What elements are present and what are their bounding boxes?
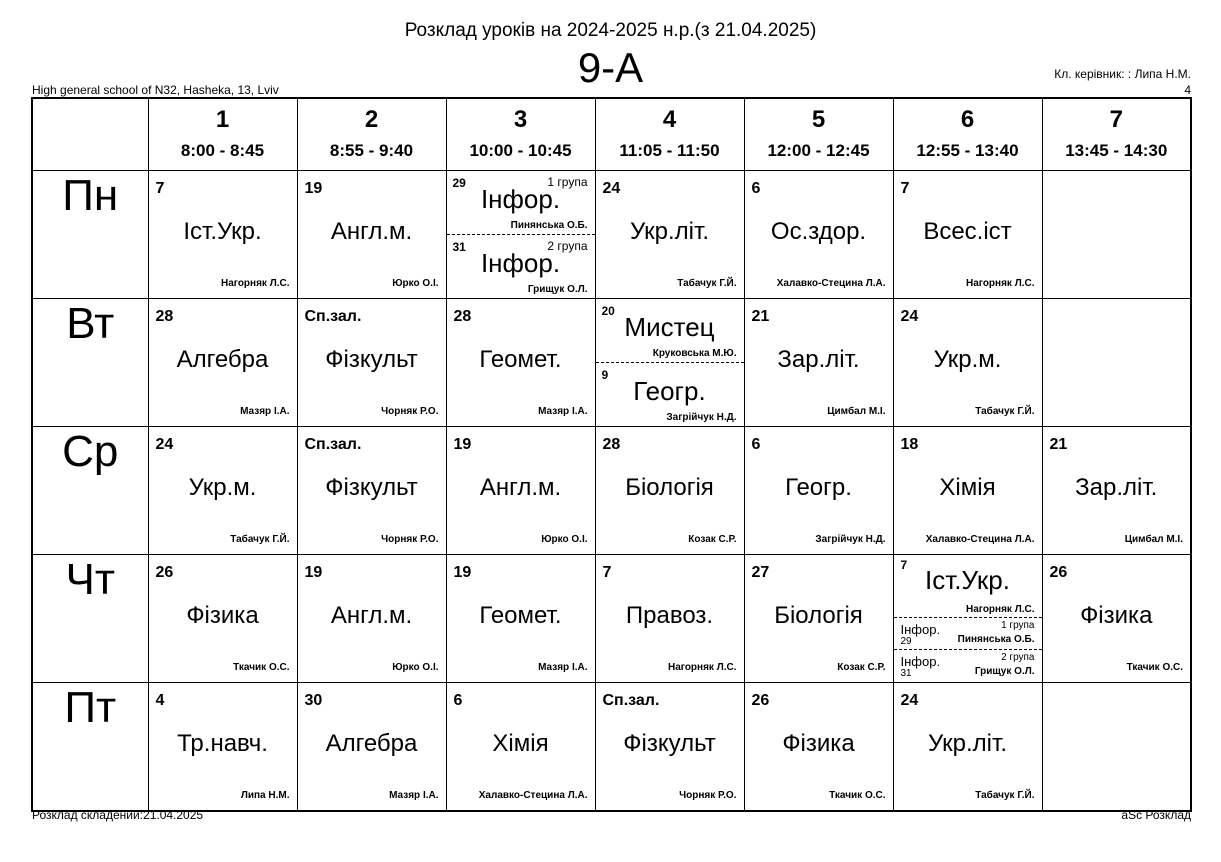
lesson-subject: Укр.літ.	[927, 729, 1008, 757]
lesson-room: Сп.зал.	[304, 435, 362, 453]
period-time: 12:00 - 12:45	[767, 141, 870, 160]
empty-cell	[1042, 682, 1191, 811]
empty-cell	[1042, 170, 1191, 298]
lesson-teacher: Загрійчук Н.Д.	[666, 411, 737, 423]
lesson-subject: Хімія	[492, 729, 549, 757]
lesson-cell	[893, 554, 1042, 682]
lesson-cell	[148, 682, 297, 811]
lesson-subject: Укр.літ.	[629, 217, 710, 245]
class-name: 9-А	[577, 44, 644, 91]
main-lesson	[894, 555, 1042, 618]
lesson-cell	[595, 298, 744, 426]
lesson-cell	[297, 554, 446, 682]
day-row	[32, 554, 1191, 682]
period-time: 13:45 - 14:30	[1065, 141, 1168, 160]
period-header-2	[297, 98, 446, 170]
period-time: 12:55 - 13:40	[916, 141, 1019, 160]
lesson-subject: Іст.Укр.	[183, 217, 262, 245]
lesson-subject: Англ.м.	[330, 217, 413, 245]
lesson-cell	[744, 298, 893, 426]
lesson-teacher: Табачук Г.Й.	[230, 533, 290, 545]
lesson-teacher: Нагорняк Л.С.	[966, 277, 1035, 289]
period-number: 2	[364, 106, 379, 133]
lesson-group: 1 група	[1001, 619, 1035, 631]
lesson-room: 7	[900, 179, 910, 197]
lesson-subject: Алгебра	[176, 345, 269, 373]
lesson-teacher: Нагорняк Л.С.	[221, 277, 290, 289]
lesson-subject: Інфор.	[900, 653, 941, 669]
lesson-subject: Фізика	[782, 729, 855, 757]
lesson-room: 6	[453, 691, 463, 709]
lesson-subject: Укр.м.	[933, 345, 1002, 373]
lesson-subject: Мистец	[624, 311, 715, 342]
lesson-subject: Англ.м.	[479, 473, 562, 501]
period-header-6	[893, 98, 1042, 170]
lesson-subject: Фізика	[1080, 601, 1153, 629]
lesson-subject: Геомет.	[479, 601, 562, 629]
school-name: High general school of N32, Hasheka, 13, Lviv	[32, 83, 279, 97]
lesson-subject: Геогр.	[633, 375, 706, 406]
lesson-cell	[446, 554, 595, 682]
lesson-teacher: Грищук О.Л.	[527, 283, 588, 295]
lesson-teacher: Ткачик О.С.	[1126, 661, 1183, 673]
lesson-room: 20	[601, 303, 615, 318]
lesson-room: 28	[453, 307, 472, 325]
lesson-room: 21	[1049, 435, 1068, 453]
lesson-cell	[446, 426, 595, 554]
lesson-subject: Правоз.	[625, 601, 714, 629]
footer-created-date: Розклад складений:21.04.2025	[32, 808, 204, 822]
lesson-teacher: Пинянська О.Б.	[957, 633, 1035, 645]
lesson-teacher: Табачук Г.Й.	[975, 789, 1035, 801]
lesson-cell	[148, 426, 297, 554]
lesson-subject: Фізкульт	[325, 345, 418, 373]
lesson-room: 27	[751, 563, 770, 581]
period-number: 5	[811, 106, 826, 133]
lesson-teacher: Ткачик О.С.	[233, 661, 290, 673]
lesson-room: 30	[304, 691, 323, 709]
lesson-teacher: Халавко-Стецина Л.А.	[478, 789, 588, 801]
lesson-room: 19	[453, 435, 472, 453]
lesson-subject: Англ.м.	[330, 601, 413, 629]
day-label: Вт	[32, 298, 148, 426]
lesson-cell	[446, 298, 595, 426]
lesson-teacher: Табачук Г.Й.	[975, 405, 1035, 417]
group-lesson	[596, 299, 744, 363]
lesson-subject: Геогр.	[785, 473, 852, 501]
schedule-title: Розклад уроків на 2024-2025 н.р.(з 21.04.2025)	[404, 20, 817, 41]
lesson-cell	[595, 426, 744, 554]
period-header-row	[32, 98, 1191, 170]
lesson-subject: Алгебра	[325, 729, 418, 757]
group-lesson	[447, 235, 595, 298]
period-time: 8:55 - 9:40	[329, 141, 414, 160]
lesson-teacher: Мазяр І.А.	[389, 789, 439, 801]
lesson-cell	[1042, 426, 1191, 554]
lesson-subject: Зар.літ.	[777, 345, 860, 373]
day-label: Пн	[32, 170, 148, 298]
period-header-7	[1042, 98, 1191, 170]
lesson-subject: Фізкульт	[623, 729, 716, 757]
lesson-teacher: Юрко О.І.	[392, 277, 439, 289]
lesson-room: 9	[601, 367, 609, 382]
lesson-teacher: Мазяр І.А.	[538, 661, 588, 673]
lesson-subject: Тр.навч.	[177, 729, 268, 757]
corner-cell	[32, 98, 148, 170]
lesson-cell	[595, 170, 744, 298]
lesson-room: 24	[602, 179, 621, 197]
day-row	[32, 426, 1191, 554]
lesson-group: 2 група	[547, 238, 588, 253]
empty-cell	[1042, 298, 1191, 426]
page-number: 4	[1184, 83, 1191, 97]
lesson-room: 4	[155, 691, 165, 709]
lesson-room: 31	[900, 667, 912, 679]
lesson-teacher: Пинянська О.Б.	[510, 219, 588, 231]
lesson-subject: Інфор.	[480, 183, 561, 214]
lesson-cell	[148, 170, 297, 298]
period-header-3	[446, 98, 595, 170]
lesson-room: 26	[1049, 563, 1068, 581]
day-label: Чт	[32, 554, 148, 682]
lesson-room: 21	[751, 307, 770, 325]
lesson-teacher: Чорняк Р.О.	[679, 789, 737, 801]
lesson-room: 26	[155, 563, 174, 581]
lesson-cell	[744, 170, 893, 298]
lesson-teacher: Грищук О.Л.	[974, 665, 1035, 677]
lesson-room: 6	[751, 179, 761, 197]
lesson-cell	[446, 170, 595, 298]
lesson-teacher: Чорняк Р.О.	[381, 533, 439, 545]
day-row	[32, 682, 1191, 811]
lesson-subject: Укр.м.	[188, 473, 257, 501]
lesson-room: 28	[155, 307, 174, 325]
lesson-teacher: Загрійчук Н.Д.	[815, 533, 886, 545]
lesson-group: 1 група	[547, 174, 588, 189]
lesson-teacher: Нагорняк Л.С.	[966, 603, 1035, 615]
lesson-subject: Зар.літ.	[1075, 473, 1158, 501]
period-number: 7	[1109, 106, 1123, 133]
lesson-teacher: Круковська М.Ю.	[652, 347, 737, 359]
lesson-room: 19	[304, 179, 323, 197]
lesson-room: 24	[900, 691, 919, 709]
lesson-teacher: Козак С.Р.	[688, 533, 737, 545]
group-lesson	[894, 618, 1042, 650]
period-number: 3	[513, 106, 528, 133]
lesson-teacher: Халавко-Стецина Л.А.	[776, 277, 886, 289]
lesson-subject: Геомет.	[479, 345, 562, 373]
lesson-cell	[297, 426, 446, 554]
lesson-cell	[446, 682, 595, 811]
lesson-teacher: Мазяр І.А.	[538, 405, 588, 417]
lesson-room: 7	[602, 563, 612, 581]
lesson-cell	[297, 682, 446, 811]
lesson-room: Сп.зал.	[602, 691, 660, 709]
period-time: 8:00 - 8:45	[180, 141, 265, 160]
lesson-teacher: Цимбал М.І.	[1124, 533, 1183, 545]
lesson-cell	[148, 298, 297, 426]
lesson-cell	[1042, 554, 1191, 682]
lesson-room: 24	[155, 435, 174, 453]
lesson-teacher: Козак С.Р.	[837, 661, 886, 673]
lesson-room: 7	[900, 557, 908, 572]
lesson-room: 19	[304, 563, 323, 581]
period-number: 6	[960, 106, 975, 133]
lesson-cell	[893, 298, 1042, 426]
lesson-cell	[893, 170, 1042, 298]
lesson-group: 2 група	[1001, 651, 1035, 663]
lesson-teacher: Юрко О.І.	[541, 533, 588, 545]
period-number: 1	[215, 106, 230, 133]
lesson-teacher: Чорняк Р.О.	[381, 405, 439, 417]
lesson-cell	[595, 682, 744, 811]
footer-software: aSc Розклад	[1121, 808, 1191, 822]
lesson-teacher: Юрко О.І.	[392, 661, 439, 673]
lesson-cell	[744, 554, 893, 682]
lesson-subject: Біологія	[625, 473, 714, 501]
lesson-room: 19	[453, 563, 472, 581]
group-lesson	[447, 171, 595, 235]
lesson-subject: Інфор.	[480, 247, 561, 278]
lesson-cell	[893, 426, 1042, 554]
period-time: 11:05 - 11:50	[619, 141, 720, 160]
lesson-teacher: Липа Н.М.	[240, 789, 290, 801]
lesson-room: 29	[452, 175, 466, 190]
lesson-room: 7	[155, 179, 165, 197]
lesson-room: 29	[900, 635, 912, 647]
group-lesson	[596, 363, 744, 426]
lesson-room: 24	[900, 307, 919, 325]
lesson-room: 31	[452, 239, 466, 254]
period-time: 10:00 - 10:45	[469, 141, 572, 160]
lesson-subject: Хімія	[939, 473, 996, 501]
lesson-room: 26	[751, 691, 770, 709]
period-number: 4	[662, 106, 677, 133]
lesson-teacher: Табачук Г.Й.	[677, 277, 737, 289]
lesson-room: 18	[900, 435, 919, 453]
day-label: Ср	[32, 426, 148, 554]
lesson-subject: Інфор.	[900, 621, 941, 637]
lesson-teacher: Халавко-Стецина Л.А.	[925, 533, 1035, 545]
lesson-teacher: Ткачик О.С.	[829, 789, 886, 801]
period-header-4	[595, 98, 744, 170]
day-row	[32, 298, 1191, 426]
lesson-subject: Фізкульт	[325, 473, 418, 501]
lesson-cell	[893, 682, 1042, 811]
lesson-cell	[148, 554, 297, 682]
lesson-subject: Всес.іст	[923, 217, 1012, 245]
lesson-subject: Іст.Укр.	[925, 564, 1010, 595]
class-teacher: Кл. керівник: : Липа Н.М.	[1054, 67, 1191, 81]
lesson-cell	[297, 298, 446, 426]
day-label: Пт	[32, 682, 148, 811]
period-header-1	[148, 98, 297, 170]
lesson-cell	[595, 554, 744, 682]
lesson-cell	[744, 426, 893, 554]
period-header-5	[744, 98, 893, 170]
lesson-room: 28	[602, 435, 621, 453]
day-row	[32, 170, 1191, 298]
lesson-room: Сп.зал.	[304, 307, 362, 325]
timetable-grid	[31, 97, 1192, 812]
lesson-subject: Фізика	[186, 601, 259, 629]
lesson-room: 6	[751, 435, 761, 453]
lesson-cell	[297, 170, 446, 298]
group-lesson	[894, 650, 1042, 681]
lesson-teacher: Нагорняк Л.С.	[668, 661, 737, 673]
lesson-teacher: Цимбал М.І.	[827, 405, 886, 417]
lesson-teacher: Мазяр І.А.	[240, 405, 290, 417]
lesson-subject: Біологія	[774, 601, 863, 629]
lesson-cell	[744, 682, 893, 811]
lesson-subject: Ос.здор.	[770, 217, 867, 245]
